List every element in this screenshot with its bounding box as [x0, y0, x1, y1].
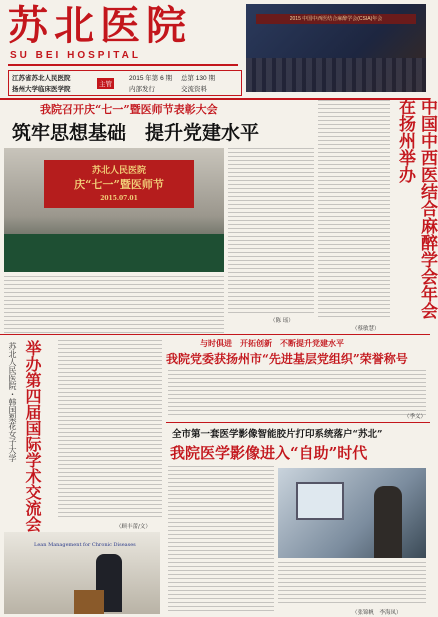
issue-note-2: 交流资料 [181, 86, 207, 93]
podium [74, 590, 104, 614]
imaging-story-body [168, 466, 274, 612]
conference-hall-photo [246, 4, 426, 92]
lead-story-byline: （陈 瑶） [270, 318, 294, 324]
exchange-story-subhead: 苏北人民医院・韩国梨花女子大学 [8, 342, 17, 462]
sponsor-label: 主管 [97, 78, 114, 89]
publisher-line-1: 江苏省苏北人民医院 [12, 75, 71, 82]
middle-story-headline: 我院党委获扬州市“先进基层党组织”荣誉称号 [166, 352, 408, 366]
ceremony-photo [4, 148, 224, 272]
exchange-story-byline: （顾丰蕾/文） [116, 524, 151, 530]
right-story-byline: （蔡敏慧） [352, 326, 380, 332]
imaging-story-kicker: 全市第一套医学影像智能胶片打印系统落户“苏北” [172, 429, 383, 440]
lead-story-body-middle [228, 148, 314, 314]
ceremony-banner-line-2: 庆“七一”暨医师节 [74, 178, 164, 191]
ceremony-banner-line-1: 苏北人民医院 [91, 166, 146, 176]
right-story-body [318, 100, 390, 320]
issue-date: 2015 年第 6 期 [129, 75, 172, 82]
lecture-slide-title: Lean Management for Chronic Diseases [34, 542, 136, 548]
lead-story-headline: 筑牢思想基础 提升党建水平 [12, 122, 260, 144]
conference-banner: 2015 中国中西医结合麻醉学会(CSIA)年会 [256, 14, 416, 24]
kiosk-screen [296, 482, 344, 520]
masthead-rule [8, 64, 238, 66]
user-figure [374, 486, 402, 558]
imaging-story-byline: （张锦帆 李海凤） [352, 610, 402, 616]
issue-total: 总第 130 期 [181, 75, 215, 82]
imaging-story-body-2 [278, 562, 426, 606]
issue-info-box [8, 70, 242, 96]
right-story-vertical-headline: 中国中西医结合麻醉学会年会在扬州举办 [395, 98, 437, 319]
exchange-story-headline: 举办第四届国际学术交流会 [23, 340, 42, 532]
mid-divider [0, 334, 430, 335]
lead-story-body-left [4, 276, 224, 336]
issue-note-1: 内部发行 [129, 86, 155, 93]
newspaper-title: 苏北医院 [8, 2, 192, 49]
publisher-line-2: 扬州大学临床医学院 [12, 86, 71, 93]
middle-story-byline: （季义） [404, 414, 427, 420]
lecture-photo [4, 532, 160, 614]
newspaper-subtitle: SU BEI HOSPITAL [10, 50, 141, 61]
imaging-story-headline: 我院医学影像进入“自助”时代 [170, 444, 368, 462]
ceremony-banner-date: 2015.07.01 [100, 195, 138, 202]
exchange-story-body [58, 340, 162, 520]
middle-story-body [168, 370, 426, 418]
lead-story-kicker: 我院召开庆“七一”暨医师节表彰大会 [40, 103, 218, 116]
middle-story-kicker: 与时俱进 开拓创新 不断提升党建水平 [200, 338, 344, 348]
lower-divider [166, 422, 430, 423]
film-printer-photo [278, 468, 426, 558]
